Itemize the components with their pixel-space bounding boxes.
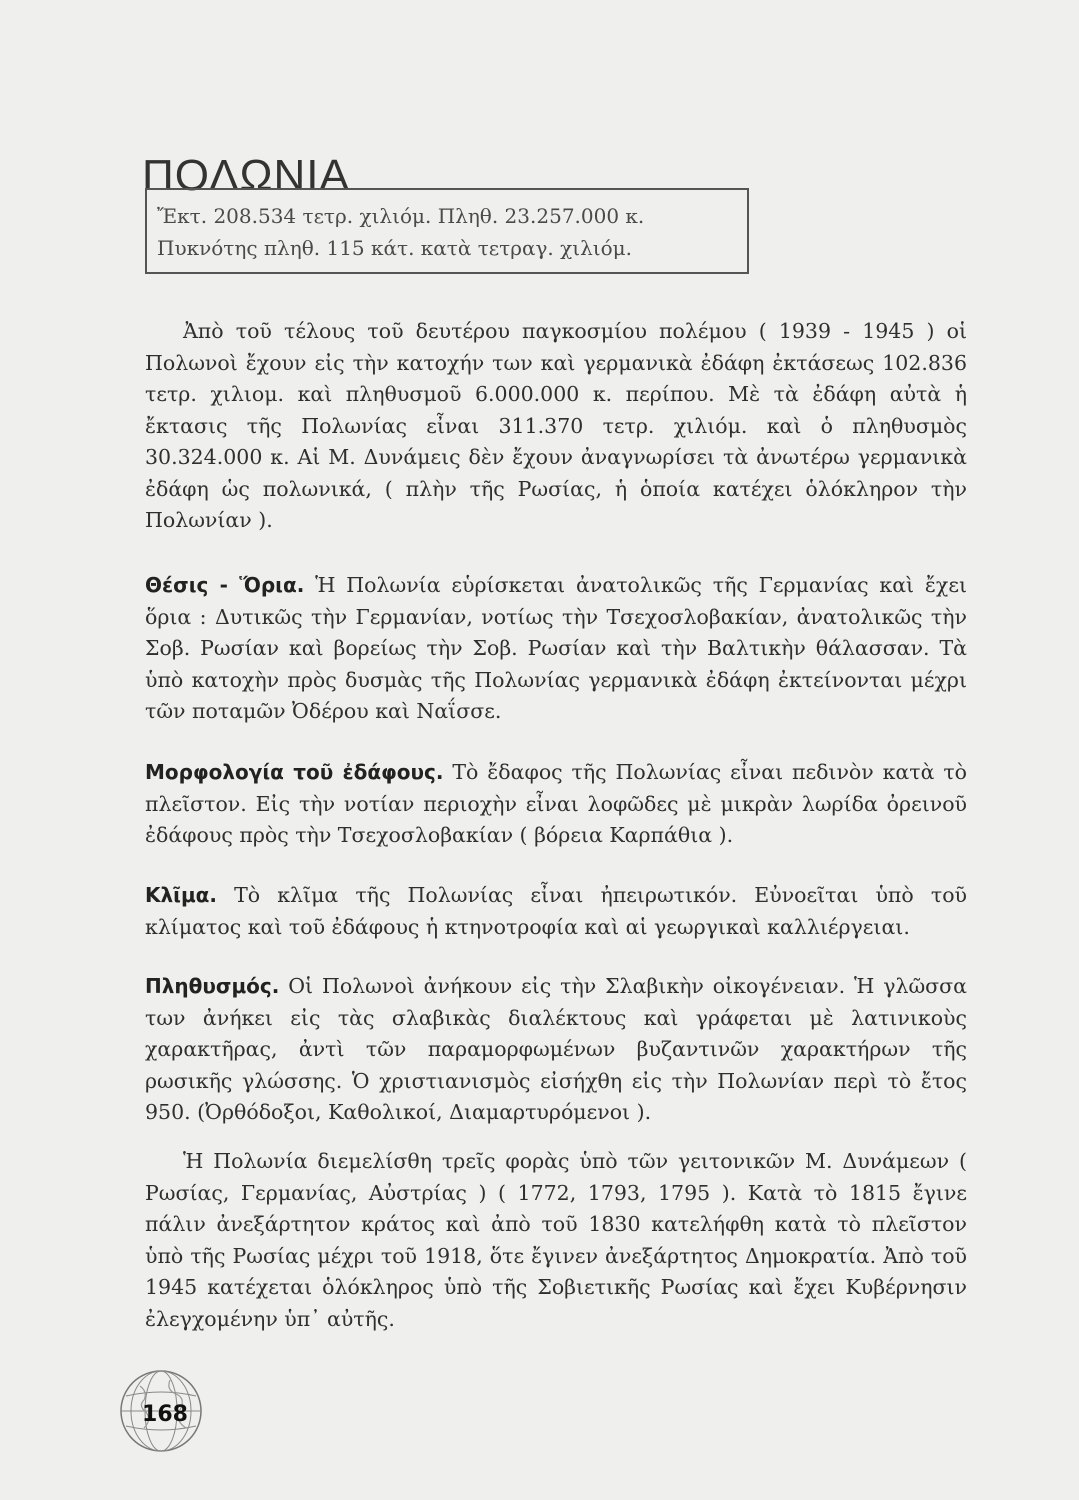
position-text: Ἡ Πολωνία εὑρίσκεται ἀνατολικῶς τῆς Γερμανίας καὶ ἔχει ὅρια : Δυτικῶς τὴν Γερμανίαν, νοτίως τὴν Τσεχοσλοβακίαν, ἀνατολικῶς τὴν Σοβ. Ρωσίαν καὶ βορείως τὴν Σοβ. Ρωσίαν καὶ τὴν Βαλτικὴν θάλασσαν. Τὰ ὑπὸ κατοχὴν πρὸς δυσμὰς τῆς Πολωνίας γερμανικὰ ἐδάφη ἐκτείνονται μέχρι τῶν ποταμῶν Ὀδέρου καὶ Ναΐσσε. [145, 573, 967, 723]
morphology-paragraph [145, 757, 967, 852]
position-paragraph [145, 570, 967, 728]
climate-text: Τὸ κλῖμα τῆς Πολωνίας εἶναι ἠπειρωτικόν. Εὐνοεῖται ὑπὸ τοῦ κλίματος καὶ τοῦ ἐδάφους ἡ κτηνοτροφία καὶ αἱ γεωργικαὶ καλλιέργειαι. [145, 883, 967, 939]
position-heading: Θέσις - Ὅρια. [145, 573, 305, 597]
morphology-text: Τὸ ἔδαφος τῆς Πολωνίας εἶναι πεδινὸν κατὰ τὸ πλεῖστον. Εἰς τὴν νοτίαν περιοχὴν εἶναι λοφῶδες μὲ μικρὰν λωρίδα ὀρεινοῦ ἐδάφους πρὸς τὴν Τσεχοσλοβακίαν ( βόρεια Καρπάθια ). [145, 760, 967, 847]
climate-paragraph [145, 880, 967, 943]
morphology-heading: Μορφολογία τοῦ ἐδάφους. [145, 760, 444, 784]
intro-paragraph: Ἀπὸ τοῦ τέλους τοῦ δευτέρου παγκοσμίου πολέμου ( 1939 - 1945 ) οἱ Πολωνοὶ ἔχουν εἰς τὴν κατοχήν των καὶ γερμανικὰ ἐδάφη ἐκτάσεως 102.836 τετρ. χιλιομ. καὶ πληθυσμοῦ 6.000.000 κ. περίπου. Μὲ τὰ ἐδάφη αὐτὰ ἡ ἔκτασις τῆς Πολωνίας εἶναι 311.370 τετρ. χιλιόμ. καὶ ὁ πληθυσμὸς 30.324.000 κ. Αἱ Μ. Δυνάμεις δὲν ἔχουν ἀναγνωρίσει τὰ ἀνωτέρω γερμανικὰ ἐδάφη ὡς πολωνικά, ( πλὴν τῆς Ρωσίας, ἡ ὁποία κατέχει ὁλόκληρον τὴν Πολωνίαν ). [145, 319, 967, 532]
population-paragraph [145, 971, 967, 1129]
population-text: Οἱ Πολωνοὶ ἀνήκουν εἰς τὴν Σλαβικὴν οἰκογένειαν. Ἡ γλῶσσα των ἀνήκει εἰς τὰς σλαβικὰς διαλέκτους καὶ γράφεται μὲ λατινικοὺς χαρακτῆρας, ἀντὶ τῶν παραμορφωμένων βυζαντινῶν χαρακτήρων τῆς ρωσικῆς γλώσσης. Ὁ χριστιανισμὸς εἰσήχθη εἰς τὴν Πολωνίαν περὶ τὸ ἔτος 950. (Ὀρθόδοξοι, Καθολικοί, Διαμαρτυρόμενοι ). [145, 974, 967, 1124]
population-heading: Πληθυσμός. [145, 974, 280, 998]
climate-heading: Κλῖμα. [145, 883, 218, 907]
density-line: Πυκνότης πληθ. 115 κάτ. κατὰ τετραγ. χιλιόμ. [157, 236, 633, 260]
page-title: ΠΟΛΩΝΙΑ [142, 151, 350, 201]
statistics-box [145, 188, 749, 274]
page-number: 168 [142, 1402, 188, 1427]
area-population-line: Ἔκτ. 208.534 τετρ. χιλιόμ. Πληθ. 23.257.000 κ. [157, 204, 645, 228]
history-paragraph: Ἡ Πολωνία διεμελίσθη τρεῖς φορὰς ὑπὸ τῶν γειτονικῶν Μ. Δυνάμεων ( Ρωσίας, Γερμανίας, Αὐστρίας ) ( 1772, 1793, 1795 ). Κατὰ τὸ 1815 ἔγινε πάλιν ἀνεξάρτητον κράτος καὶ ἀπὸ τοῦ 1830 κατελήφθη κατὰ τὸ πλεῖστον ὑπὸ τῆς Ρωσίας μέχρι τοῦ 1918, ὅτε ἔγινεν ἀνεξάρτητος Δημοκρατία. Ἀπὸ τοῦ 1945 κατέχεται ὁλόκληρος ὑπὸ τῆς Σοβιετικῆς Ρωσίας καὶ ἔχει Κυβέρνησιν ἐλεγχομένην ὑπ᾿ αὐτῆς. [145, 1149, 967, 1331]
